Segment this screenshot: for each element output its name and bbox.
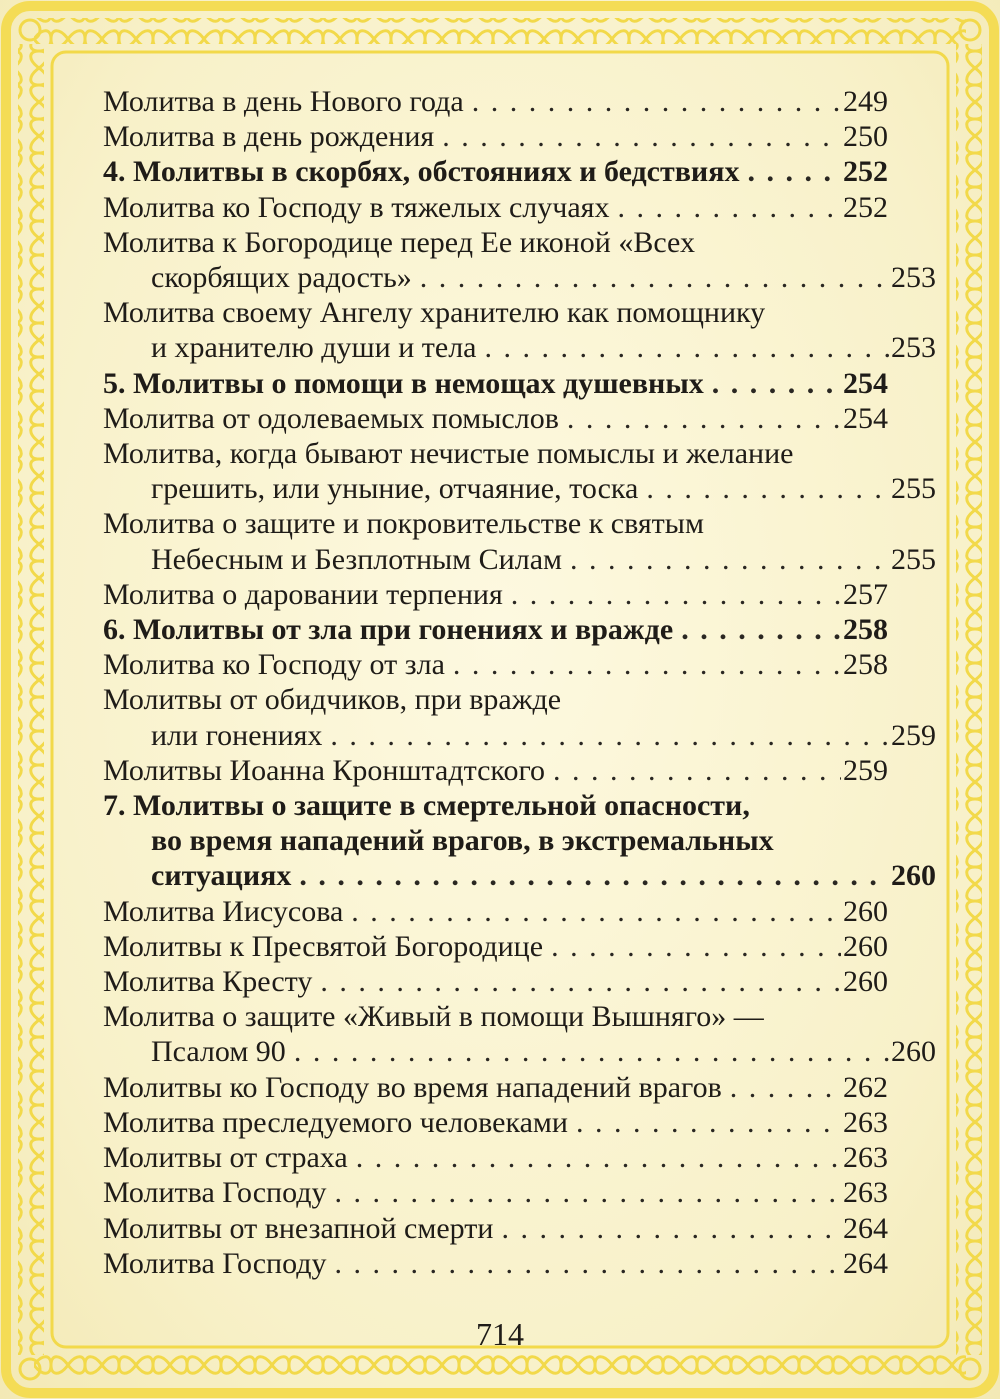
toc-page: 255	[891, 542, 936, 576]
leader-dots	[617, 190, 841, 225]
toc-title-line: во время нападений врагов, в экстремальных	[151, 824, 774, 858]
leader-dots	[294, 1034, 889, 1069]
leader-dots	[320, 964, 841, 999]
toc-title-line: Псалом 90	[151, 1035, 286, 1069]
leader-dots	[551, 929, 841, 964]
leader-dots	[646, 471, 889, 506]
toc-page: 262	[843, 1070, 888, 1104]
toc-page: 259	[891, 718, 936, 752]
toc-page: 259	[843, 753, 888, 787]
leader-dots	[681, 612, 841, 647]
toc-page: 252	[843, 155, 888, 189]
page-number: 714	[476, 1316, 524, 1352]
leader-dots	[330, 718, 889, 753]
toc-entry[interactable]	[103, 753, 888, 788]
toc-page: 260	[891, 859, 936, 893]
toc-entry[interactable]	[103, 894, 888, 929]
toc-entry[interactable]	[103, 999, 936, 1069]
table-of-contents	[103, 84, 936, 1281]
leader-dots	[570, 542, 889, 577]
toc-title-line: и хранителю души и тела	[151, 331, 477, 365]
toc-page: 263	[843, 1141, 888, 1175]
toc-page: 258	[843, 648, 888, 682]
toc-entry[interactable]	[103, 119, 888, 154]
leader-dots	[420, 260, 889, 295]
toc-page: 250	[843, 120, 888, 154]
toc-title: Молитва от одолеваемых помыслов	[103, 401, 559, 435]
leader-dots	[351, 894, 841, 929]
toc-entry[interactable]	[103, 682, 936, 752]
toc-title: Молитвы от внезапной смерти	[103, 1211, 494, 1245]
leader-dots	[576, 1105, 841, 1140]
toc-page: 253	[891, 261, 936, 295]
toc-entry[interactable]	[103, 577, 888, 612]
toc-page: 260	[843, 929, 888, 963]
leader-dots	[442, 119, 841, 154]
toc-title: 6. Молитвы от зла при гонениях и вражде	[103, 613, 674, 647]
toc-title: Молитва в день рождения	[103, 120, 435, 154]
toc-title: Молитва о даровании терпения	[103, 577, 503, 611]
toc-page: 258	[843, 613, 888, 647]
toc-title: Молитвы Иоанна Кронштадтского	[103, 753, 546, 787]
toc-entry[interactable]	[103, 1070, 888, 1105]
leader-dots	[747, 154, 841, 189]
leader-dots	[334, 1175, 841, 1210]
leader-dots	[730, 1070, 841, 1105]
toc-entry[interactable]	[103, 1246, 888, 1281]
toc-page: 249	[843, 85, 888, 118]
toc-title: Молитва Иисусова	[103, 894, 344, 928]
toc-title-line: грешить, или уныние, отчаяние, тоска	[151, 472, 639, 506]
toc-page: 254	[843, 401, 888, 435]
toc-section-heading[interactable]	[103, 788, 936, 894]
leader-dots	[472, 84, 841, 119]
leader-dots	[484, 330, 889, 365]
toc-title-line: Молитвы от обидчиков, при вражде	[103, 683, 562, 717]
leader-dots	[453, 647, 841, 682]
toc-title: Молитва ко Господу от зла	[103, 648, 445, 682]
toc-title: Молитва Господу	[103, 1246, 327, 1280]
leader-dots	[511, 577, 841, 612]
toc-title-line: или гонениях	[151, 718, 323, 752]
toc-entry[interactable]	[103, 190, 888, 225]
toc-entry[interactable]	[103, 1140, 888, 1175]
toc-title: Молитва преследуемого человеками	[103, 1105, 568, 1139]
toc-title: Молитва ко Господу в тяжелых случаях	[103, 190, 610, 224]
toc-entry[interactable]	[103, 84, 888, 119]
toc-title: Молитвы к Пресвятой Богородице	[103, 929, 544, 963]
leader-dots	[299, 858, 889, 893]
toc-title: Молитва в день Нового года	[103, 85, 464, 118]
toc-title-line: Небесным и Безплотным Силам	[151, 542, 563, 576]
toc-title-line: Молитва о защите «Живый в помощи Вышняго» —	[103, 1000, 764, 1034]
toc-entry[interactable]	[103, 506, 936, 576]
toc-section-heading[interactable]	[103, 154, 888, 189]
toc-page: 255	[891, 472, 936, 506]
toc-entry[interactable]	[103, 225, 936, 295]
toc-entry[interactable]	[103, 295, 936, 365]
leader-dots	[567, 401, 841, 436]
leader-dots	[501, 1211, 841, 1246]
leader-dots	[553, 753, 841, 788]
toc-section-heading[interactable]	[103, 612, 888, 647]
toc-title: 4. Молитвы в скорбях, обстояниях и бедствиях	[103, 155, 740, 189]
toc-page: 254	[843, 366, 888, 400]
toc-title: 5. Молитвы о помощи в немощах душевных	[103, 366, 704, 400]
toc-title-line: Молитва к Богородице перед Ее иконой «Всех	[103, 225, 695, 259]
toc-page: 263	[843, 1176, 888, 1210]
toc-title-line: ситуациях	[151, 859, 292, 893]
toc-page: 260	[843, 965, 888, 999]
leader-dots	[334, 1246, 841, 1281]
toc-entry[interactable]	[103, 929, 888, 964]
toc-title: Молитвы от страха	[103, 1141, 348, 1175]
toc-page: 260	[843, 894, 888, 928]
toc-page: 264	[843, 1246, 888, 1280]
toc-title: Молитва Господу	[103, 1176, 327, 1210]
leader-dots	[356, 1140, 841, 1175]
leader-dots	[712, 366, 841, 401]
toc-title: Молитва Кресту	[103, 965, 313, 999]
toc-title-line: 7. Молитвы о защите в смертельной опасности,	[103, 789, 750, 823]
toc-page: 264	[843, 1211, 888, 1245]
toc-title-line: Молитва, когда бывают нечистые помыслы и желание	[103, 437, 794, 471]
toc-entry[interactable]	[103, 1175, 888, 1210]
toc-page: 257	[843, 577, 888, 611]
toc-entry[interactable]	[103, 647, 888, 682]
toc-entry[interactable]	[103, 964, 888, 999]
toc-section-heading[interactable]	[103, 366, 888, 401]
toc-page: 252	[843, 190, 888, 224]
toc-title-line: Молитва своему Ангелу хранителю как помощнику	[103, 296, 766, 330]
toc-page: 253	[891, 331, 936, 365]
toc-title-line: скорбящих радость»	[151, 261, 412, 295]
toc-page: 263	[843, 1105, 888, 1139]
toc-entry[interactable]	[103, 436, 936, 506]
toc-title: Молитвы ко Господу во время нападений врагов	[103, 1070, 722, 1104]
toc-entry[interactable]	[103, 1211, 888, 1246]
toc-title-line: Молитва о защите и покровительстве к святым	[103, 507, 704, 541]
toc-entry[interactable]	[103, 401, 888, 436]
toc-entry[interactable]	[103, 1105, 888, 1140]
toc-page: 260	[891, 1035, 936, 1069]
